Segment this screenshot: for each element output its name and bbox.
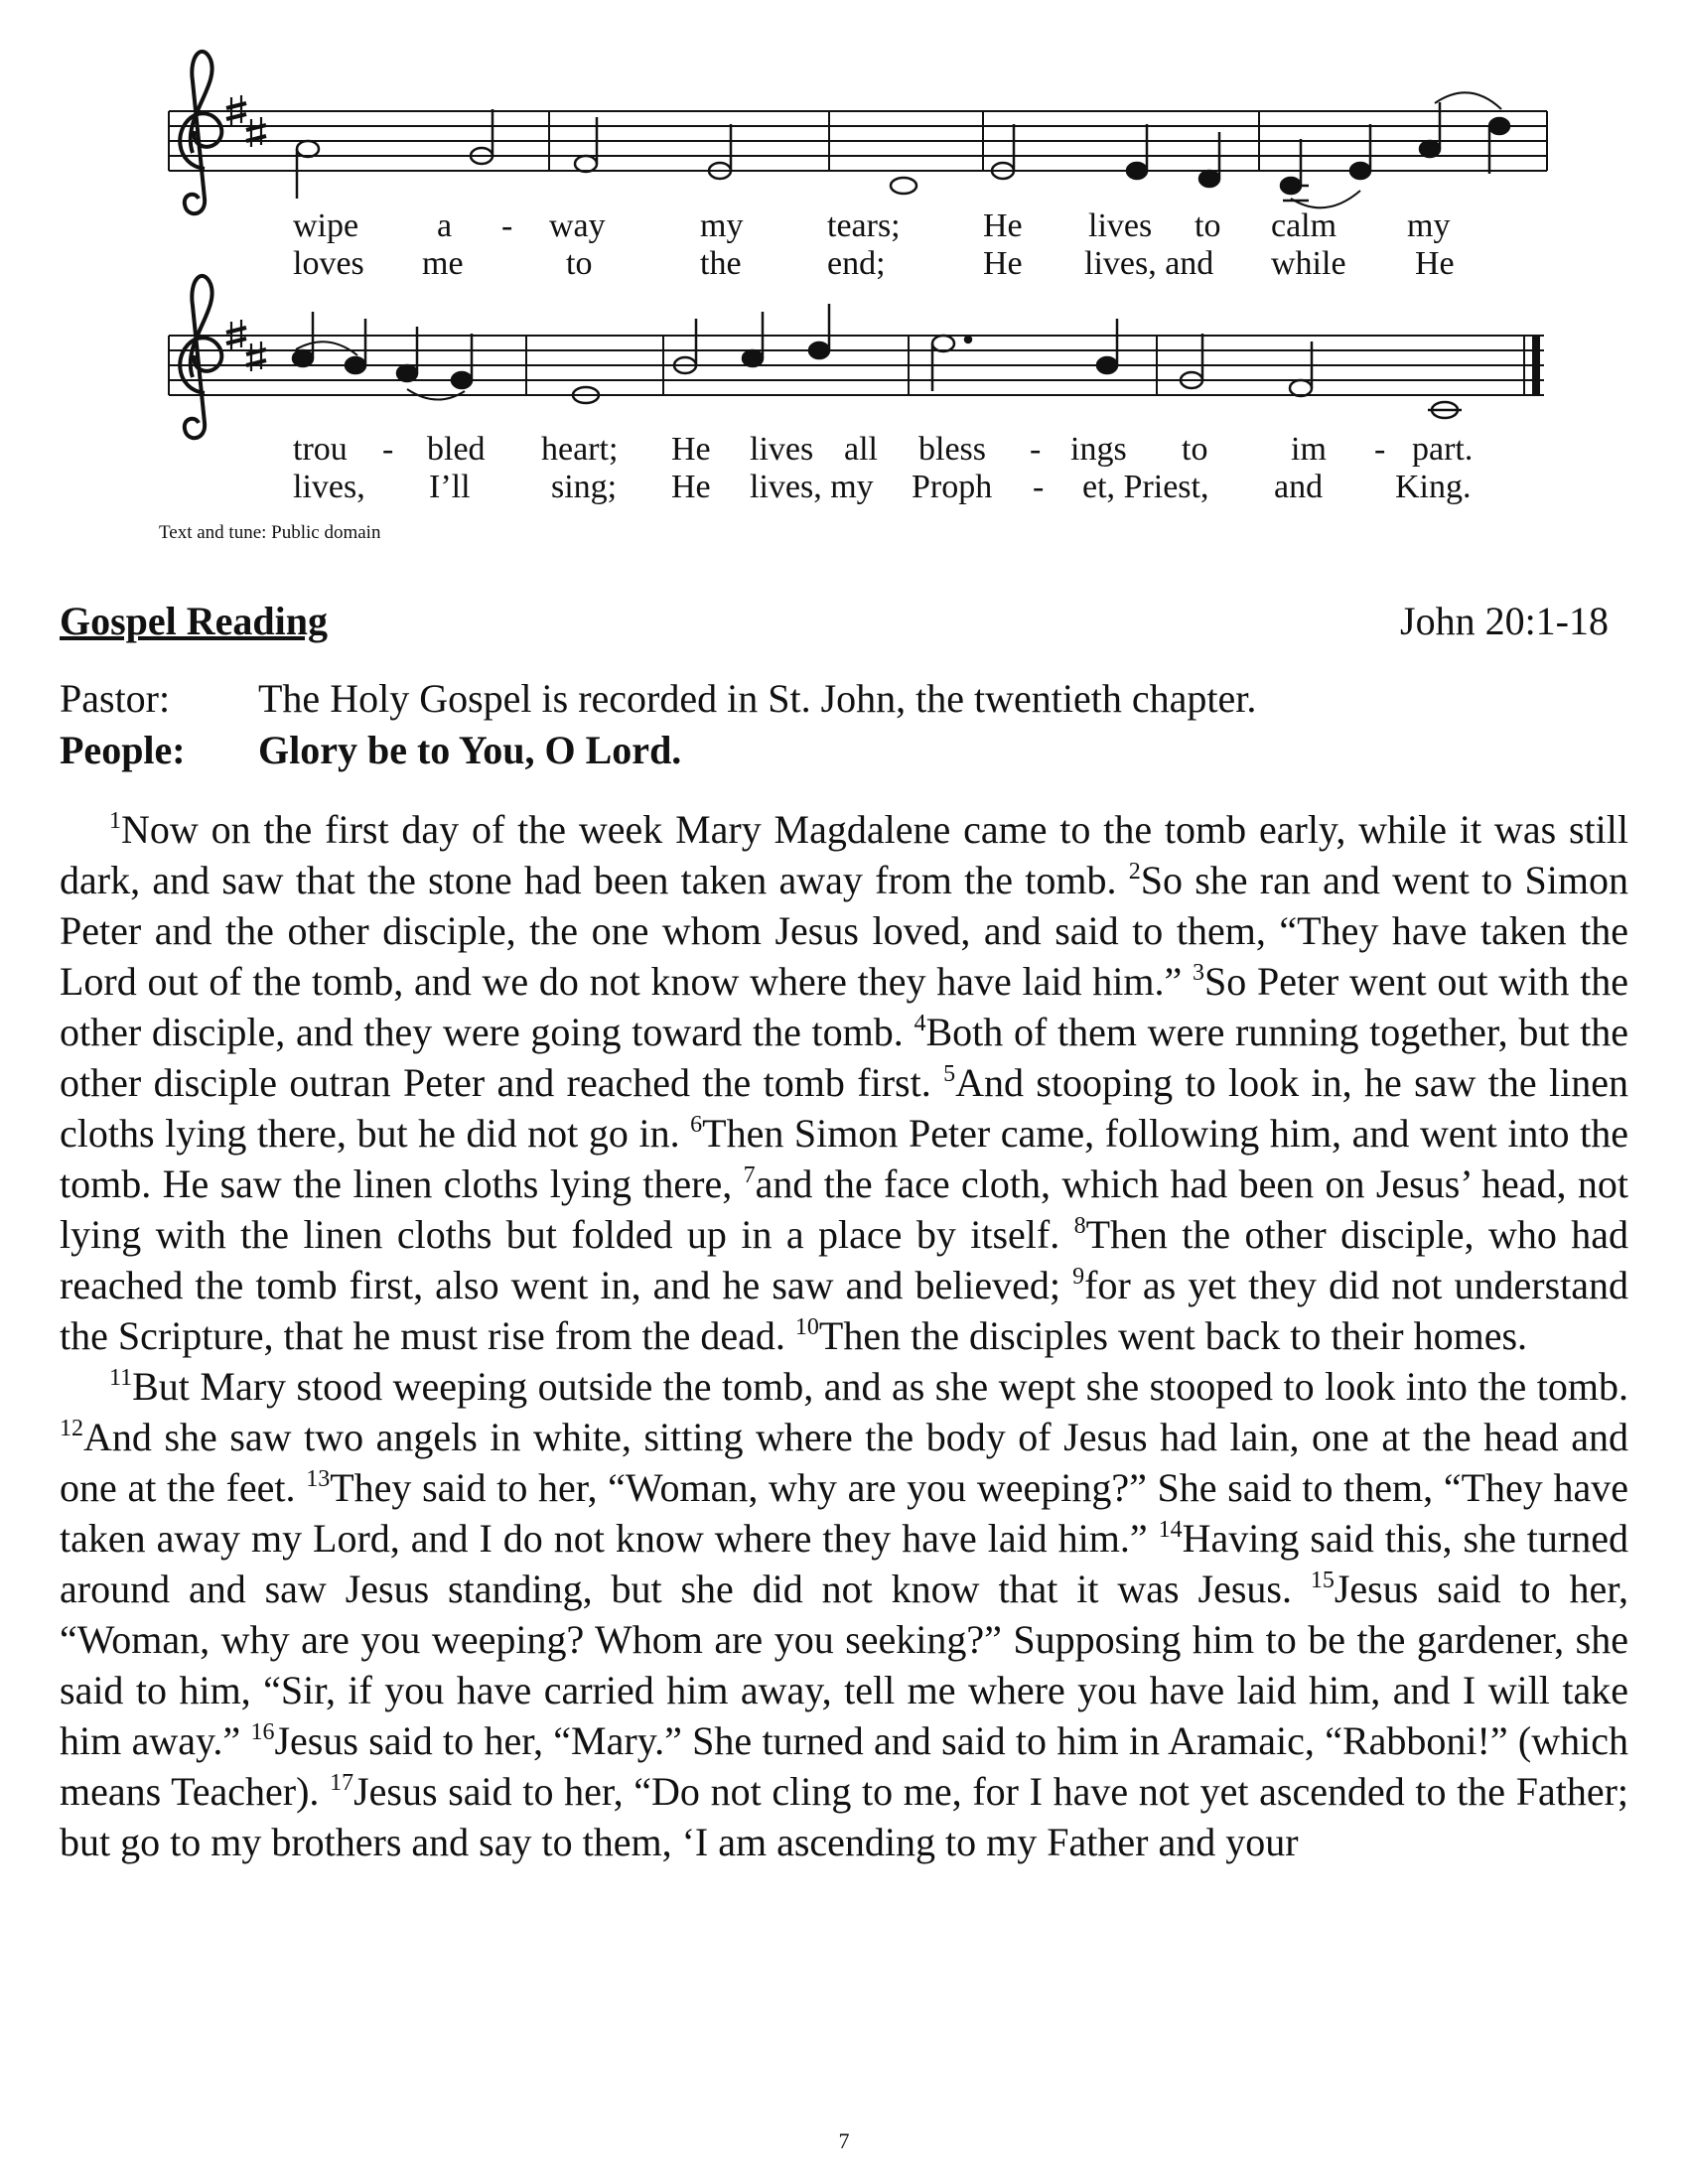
verse-text: Then the other disciple, who had reached the tomb first, also went in, and he saw and believed; [60,1212,1629,1307]
page-number: 7 [838,2128,850,2153]
sharp-icon [246,117,266,147]
lyric: way [549,207,606,244]
lyric: et, Priest, [1082,469,1209,505]
verse-text: Then the disciples went back to their homes. [818,1313,1528,1358]
verse-number: 9 [1072,1264,1085,1290]
lyric: sing; [551,469,618,505]
lyric: all [844,431,878,468]
verse-number: 10 [794,1314,819,1340]
lyric: Proph [912,469,993,505]
verse-text: for as yet they did not understand the Scripture, that he must rise from the dead. [60,1263,1628,1358]
lyrics-staff-2 [293,431,1473,505]
lyric: wipe [293,207,359,244]
lyric: while [1271,245,1346,282]
verse-number: 17 [330,1770,354,1796]
lyric: lives, and [1084,245,1214,282]
lyric: and [1274,469,1324,505]
verse-text: So Peter went out with the other disciple, and they were going toward the tomb. [60,959,1628,1054]
verse-number: 5 [943,1061,956,1087]
verse-text: Jesus said to her, “Woman, why are you weeping? Whom are you seeking?” Supposing him to be the gardener, she said to him, “Sir, if you have carried him away, tell me where you have laid him, and I will take him away.” [60,1567,1628,1763]
verse-number: 14 [1158,1517,1183,1543]
verse-text: So she ran and went to Simon Peter and the other disciple, the one whom Jesus loved, and said to them, “They have taken the Lord out of the tomb, and we do not know where they have laid him.” [60,858,1628,1004]
lyric: He [671,431,711,468]
lyric: loves [293,245,364,282]
verse-text: And stooping to look in, he saw the linen cloths lying there, but he did not go in. [60,1060,1629,1156]
verse-text: And she saw two angels in white, sitting where the body of Jesus had lain, one at the head and one at the feet. [60,1415,1628,1510]
lyric: - [1033,469,1045,505]
lyric: tears; [827,207,901,244]
treble-clef-icon [180,276,221,438]
staff-2 [169,276,1544,438]
lyric: He [1415,245,1455,282]
lyric: trou [293,431,348,468]
gospel-heading [60,598,1628,647]
lyric: calm [1271,207,1337,244]
verse-number: 8 [1073,1213,1086,1239]
verse-number: 1 [109,808,121,834]
lyric: lives, [293,469,365,505]
lyric: heart; [541,431,619,468]
lyric: - [1030,431,1042,468]
lyrics-staff-1 [293,207,1455,282]
lyric: my [700,207,744,244]
hymn-music [0,0,1688,556]
people-label: People: [60,728,186,772]
verse-text: and the face cloth, which had been on Jesus’ head, not lying with the linen cloths but folded up in a place by itself. [60,1161,1629,1257]
verse-number: 2 [1128,859,1141,885]
lyric: me [422,245,464,282]
verse-text: Now on the first day of the week Mary Magdalene came to the tomb early, while it was still dark, and saw that the stone had been taken away from the tomb. [60,807,1628,902]
pastor-line: The Holy Gospel is recorded in St. John, the twentieth chapter. [258,676,1257,721]
hymn-credit: Text and tune: Public domain [159,522,381,543]
lyric: - [1374,431,1386,468]
pastor-label: Pastor: [60,676,171,721]
lyric: He [983,207,1023,244]
lyric: - [382,431,394,468]
lyric: im [1291,431,1327,468]
pastor-response [60,675,1628,725]
verse-number: 12 [60,1416,83,1441]
verse-number: 7 [743,1162,756,1188]
lyric: the [700,245,742,282]
staff-1 [169,52,1547,213]
gospel-text [60,804,1628,1867]
verse-number: 11 [109,1365,133,1391]
lyric: to [1182,431,1208,468]
lyric: to [1195,207,1221,244]
lyric: He [983,245,1023,282]
lyric: bled [427,431,486,468]
verse-number: 13 [306,1466,331,1492]
verse-number: 15 [1310,1568,1335,1593]
verse-number: 4 [914,1011,926,1036]
lyric: a [437,207,453,244]
verse-text: But Mary stood weeping outside the tomb, and as she wept she stooped to look into the tomb. [132,1364,1628,1409]
lyric: to [566,245,593,282]
lyric: part. [1412,431,1474,468]
lyric: He [671,469,711,505]
lyric: King. [1395,469,1472,505]
lyric: lives [1088,207,1153,244]
verse-text: Both of them were running together, but the other disciple outran Peter and reached the tomb first. [60,1010,1628,1105]
lyric: ings [1070,431,1127,468]
verse-text: Having said this, she turned around and saw Jesus standing, but she did not know that it was Jesus. [60,1516,1628,1611]
gospel-reference: John 20:1-18 [1400,599,1609,643]
verse-text: Jesus said to her, “Do not cling to me, for I have not yet ascended to the Father; but go to my brothers and say to them, ‘I am ascending to my Father and your [60,1769,1629,1864]
people-response [60,727,1628,776]
verse-number: 16 [250,1719,275,1745]
verse-number: 3 [1192,960,1204,986]
verse-number: 6 [690,1112,703,1138]
treble-clef-icon [180,52,221,213]
lyric: lives [750,431,814,468]
lyric: lives, my [750,469,874,505]
verse-text: Jesus said to her, “Mary.” She turned and said to him in Aramaic, “Rabboni!” (which means Teacher). [60,1718,1629,1814]
gospel-title: Gospel Reading [60,599,329,643]
lyric: my [1407,207,1451,244]
verse-text: Then Simon Peter came, following him, and went into the tomb. He saw the linen cloths lying there, [60,1111,1628,1206]
lyric: end; [827,245,886,282]
verse-text: They said to her, “Woman, why are you weeping?” She said to them, “They have taken away my Lord, and I do not know where they have laid him.” [60,1465,1628,1561]
lyric: I’ll [429,469,471,505]
lyric: - [501,207,513,244]
lyric: bless [918,431,986,468]
sharp-icon [246,341,266,371]
gospel-paragraph-2 [60,1361,1628,1867]
gospel-paragraph-1 [60,804,1628,1361]
people-line: Glory be to You, O Lord. [258,728,682,772]
